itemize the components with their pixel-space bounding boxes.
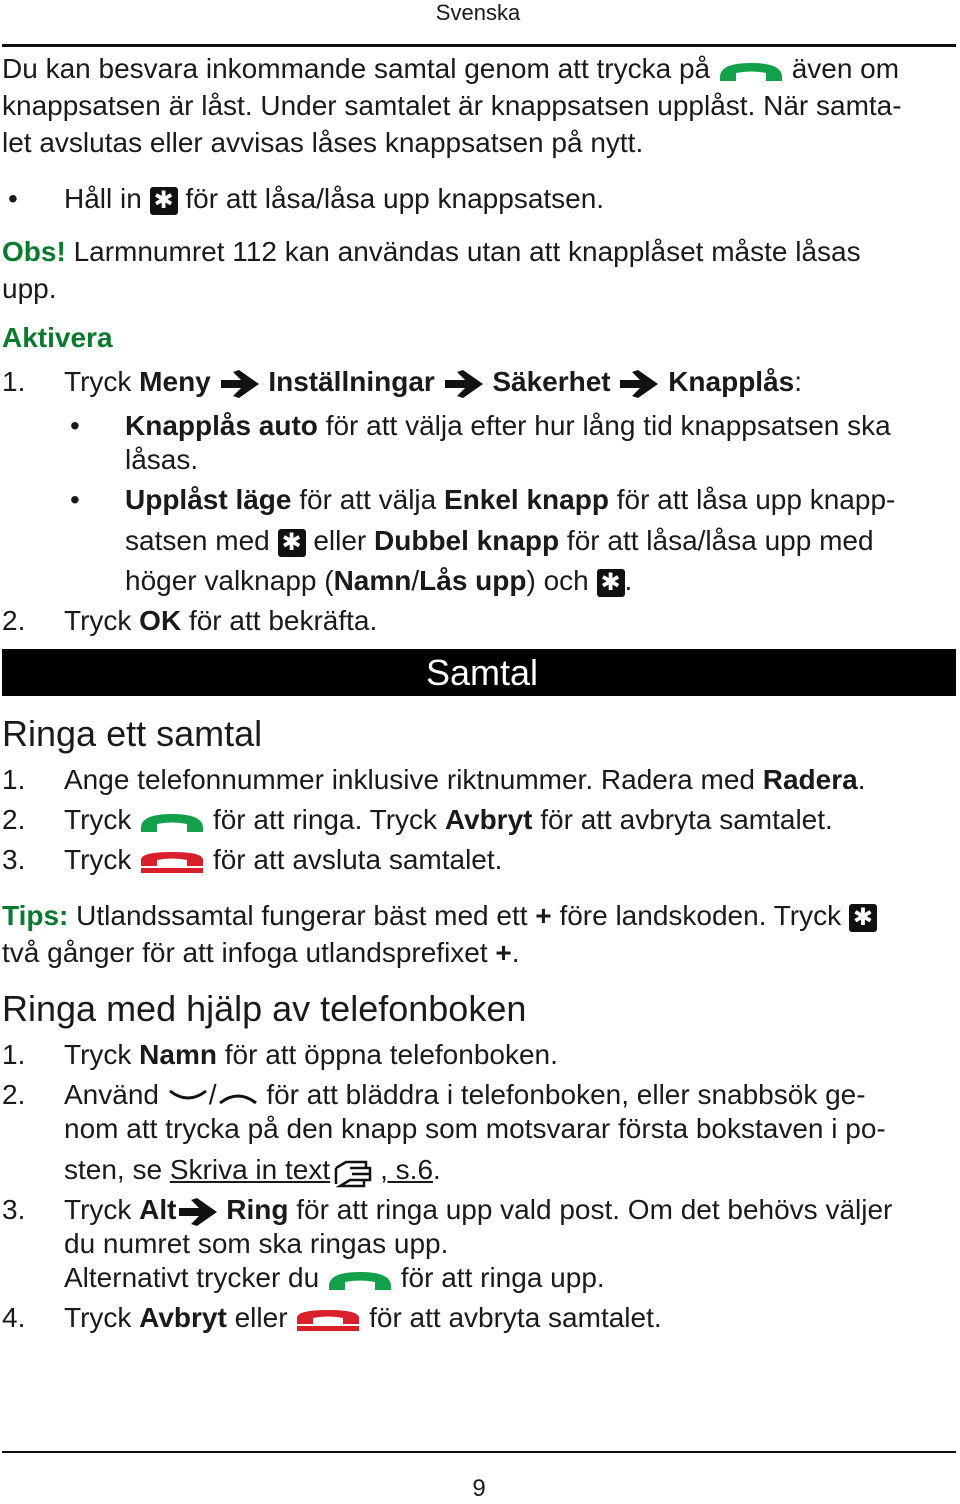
step-text: Tryck [64, 1302, 132, 1333]
bullet-text: Håll in [64, 183, 142, 214]
phonebook-step3 [64, 1192, 892, 1228]
step-text: sten, se [64, 1154, 163, 1185]
step-text: för att avbryta samtalet. [540, 804, 833, 835]
phonebook-step3-line3 [64, 1260, 605, 1296]
sub-text: för att låsa/låsa upp med [566, 525, 874, 556]
phonebook-step2-line3 [64, 1152, 441, 1190]
header-rule [2, 44, 956, 47]
cancel-label: Avbryt [139, 1302, 227, 1333]
obs-note [2, 234, 861, 270]
write-text-link[interactable]: Skriva in text [169, 1154, 331, 1185]
obs-label: Obs! [2, 236, 66, 267]
phonebook-step2-line2: nom att trycka på den knapp som motsvarar första bokstaven i po- [64, 1113, 886, 1144]
arrow-right-icon [618, 369, 660, 399]
arrow-right-icon [219, 369, 261, 399]
colon: : [794, 366, 803, 397]
step-text: Tryck [64, 605, 132, 636]
step-text: för att bekräfta. [188, 605, 378, 636]
phonebook-step3-line2: du numret som ska ringas upp. [64, 1228, 449, 1259]
phonebook-heading: Ringa med hjälp av telefonboken [2, 988, 527, 1029]
step-number: 3. [2, 1194, 26, 1225]
sub-bullet-unlock-mode-line2 [125, 523, 874, 559]
step-text: Tryck [64, 1194, 132, 1225]
step-number: 1. [2, 1039, 26, 1070]
call-button-icon [327, 1268, 393, 1292]
step-text: Använd [64, 1079, 159, 1110]
single-key-label: Enkel knapp [444, 484, 609, 515]
section-title: Samtal [426, 652, 539, 693]
obs-text: Larmnumret 112 kan användas utan att knapplåset måste låsas [73, 236, 861, 267]
period: . [857, 764, 866, 795]
step-text: eller [234, 1302, 288, 1333]
period: . [624, 565, 633, 596]
section-band [2, 649, 956, 696]
star-key-icon: ✱ [278, 529, 306, 557]
step-text: Ange telefonnummer inklusive riktnummer. Radera med [64, 764, 755, 795]
nav-up-icon [217, 1087, 259, 1107]
plus-sign: + [495, 937, 512, 968]
step-text: Tryck [64, 366, 132, 397]
sub-text: för att välja efter hur lång tid knappsatsen ska [325, 410, 891, 441]
bullet-text: för att låsa/låsa upp knappsatsen. [185, 183, 605, 214]
step-number: 2. [2, 1079, 26, 1110]
footer-rule [2, 1451, 956, 1453]
arrow-right-icon [443, 369, 485, 399]
step-number: 1. [2, 764, 26, 795]
call-step2 [64, 802, 833, 838]
step-number: 3. [2, 844, 26, 875]
intro-line3: let avslutas eller avvisas låses knappsatsen på nytt. [2, 127, 644, 158]
tips-line2 [2, 935, 520, 971]
step-text: Tryck [64, 844, 132, 875]
period: . [511, 937, 520, 968]
delete-label: Radera [762, 764, 858, 795]
phonebook-step4 [64, 1300, 662, 1336]
call-step1 [64, 762, 865, 798]
step-number: 1. [2, 366, 26, 397]
double-key-label: Dubbel knapp [374, 525, 560, 556]
sub-text: eller [313, 525, 367, 556]
unlock-label: Lås upp [419, 565, 527, 596]
activate-heading [2, 320, 113, 356]
activate-step1 [64, 364, 802, 400]
nav-down-icon [167, 1087, 209, 1107]
step-number: 2. [2, 605, 26, 636]
end-call-icon [295, 1308, 361, 1332]
bullet-hold-star [64, 181, 604, 217]
step-text: för att avsluta samtalet. [212, 844, 503, 875]
tips-line1 [2, 898, 877, 934]
bullet-dot: • [70, 410, 80, 441]
step-text: för att bläddra i telefonboken, eller snabbsök ge- [266, 1079, 866, 1110]
tips-text: Utlandssamtal fungerar bäst med ett [76, 900, 528, 931]
sub-text: höger valknapp ( [125, 565, 334, 596]
slash: / [208, 1079, 217, 1110]
step-text: Tryck [64, 1039, 132, 1070]
call-label: Ring [226, 1194, 289, 1225]
tips-text: före landskoden. Tryck [559, 900, 842, 931]
bullet-dot: • [8, 183, 18, 214]
period: . [433, 1154, 441, 1185]
step-number: 4. [2, 1302, 26, 1333]
activate-step2 [64, 603, 377, 639]
step-text: för att öppna telefonboken. [224, 1039, 558, 1070]
intro-text: även om [791, 53, 900, 84]
slash: / [411, 565, 420, 596]
name-label: Namn [333, 565, 412, 596]
keylock-label: Knapplås [668, 366, 795, 397]
obs-note-line2: upp. [2, 273, 57, 304]
tips-text: två gånger för att infoga utlandsprefixet [2, 937, 488, 968]
call-heading: Ringa ett samtal [2, 713, 263, 754]
phonebook-step1 [64, 1037, 558, 1073]
sub-bullet-unlock-mode-line3 [125, 563, 632, 599]
arrow-right-icon [177, 1197, 219, 1227]
intro-text: Du kan besvara inkommande samtal genom att trycka på [2, 53, 711, 84]
end-call-icon [139, 850, 205, 874]
cancel-label: Avbryt [444, 804, 533, 835]
step-number: 2. [2, 804, 26, 835]
step-text: för att avbryta samtalet. [369, 1302, 662, 1333]
page-header-language: Svenska [435, 0, 521, 25]
unlock-mode-label: Upplåst läge [125, 484, 292, 515]
step-text: för att ringa. Tryck [212, 804, 438, 835]
intro-line1 [2, 51, 899, 87]
call-step3 [64, 842, 502, 878]
step-text: för att ringa upp vald post. Om det behövs väljer [296, 1194, 893, 1225]
name-label: Namn [139, 1039, 217, 1070]
page-ref-link[interactable]: , s.6 [380, 1154, 434, 1185]
settings-label: Inställningar [268, 366, 435, 397]
tips-label: Tips: [2, 900, 69, 931]
intro-line2: knappsatsen är låst. Under samtalet är knappsatsen upplåst. När samta- [2, 90, 902, 121]
plus-sign: + [535, 900, 552, 931]
step-text: för att ringa upp. [400, 1262, 605, 1293]
keylock-auto-label: Knapplås auto [125, 410, 318, 441]
step-text: Tryck [64, 804, 132, 835]
sub-text: för att låsa upp knapp- [616, 484, 896, 515]
star-key-icon: ✱ [849, 904, 877, 932]
star-key-icon: ✱ [597, 569, 625, 597]
sub-bullet-keylock-auto-line2: låsas. [125, 444, 199, 475]
keypad-hand-icon [330, 1154, 380, 1190]
sub-text: ) och [526, 565, 589, 596]
alt-label: Alt [139, 1194, 177, 1225]
security-label: Säkerhet [492, 366, 611, 397]
sub-bullet-unlock-mode [125, 482, 895, 518]
menu-label: Meny [139, 366, 211, 397]
sub-text: för att välja [299, 484, 437, 515]
call-button-icon [718, 59, 784, 83]
sub-bullet-keylock-auto [125, 408, 891, 444]
ok-label: OK [139, 605, 182, 636]
call-button-icon [139, 810, 205, 834]
activate-heading-text: Aktivera [2, 322, 113, 353]
page-number: 9 [472, 1475, 486, 1502]
phonebook-step2 [64, 1077, 866, 1113]
star-key-icon: ✱ [150, 187, 178, 215]
sub-text: satsen med [125, 525, 270, 556]
bullet-dot: • [70, 484, 80, 515]
step-text: Alternativt trycker du [64, 1262, 320, 1293]
